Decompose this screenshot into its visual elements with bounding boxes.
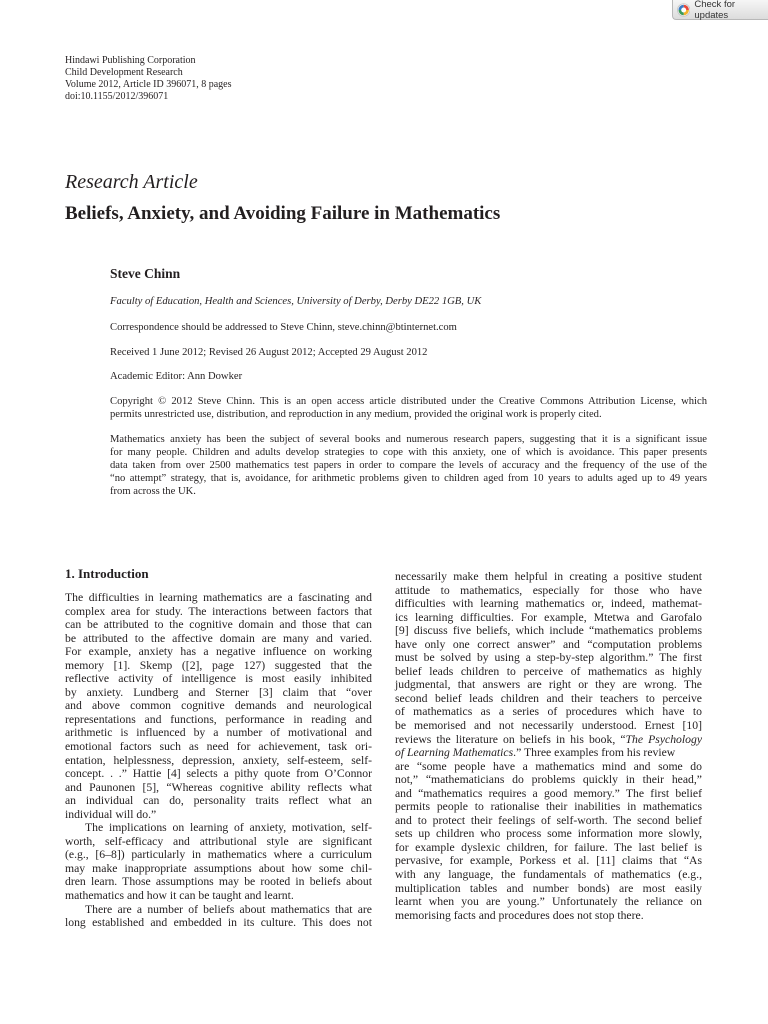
publisher: Hindawi Publishing Corporation: [65, 55, 196, 66]
section-heading: 1. Introduction: [65, 566, 149, 581]
body-line: dren learn. Those assumptions may be rooted in beliefs about: [65, 875, 372, 889]
body-line: not,” “mathematicians do problems quickly in their head,”: [395, 773, 702, 787]
body-line: ics learning difficulties. For example, Mtetwa and Garofalo: [395, 610, 702, 624]
body-line: have only one correct answer” and “computation problems: [395, 637, 702, 651]
body-line: learnt when you are young.” Unfortunately the reliance on: [395, 895, 702, 909]
body-line: must be solved by using a step-by-step algorithm.” The first: [395, 651, 702, 665]
body-line: long established and embedded in its culture. This does not: [65, 916, 372, 930]
body-line: concept. . .” Hattie [4] selects a pithy quote from O’Connor: [65, 767, 372, 781]
body-line: [9] discuss five beliefs, which include “mathematics problems: [395, 624, 702, 638]
body-line: and Paunonen [5], “Whereas cognitive ability reflects what: [65, 780, 372, 794]
body-line: individual will do.”: [65, 807, 157, 821]
body-line: and above common cognitive demands and neurological: [65, 699, 372, 713]
journal-name: Child Development Research: [65, 67, 183, 78]
body-line: with any language, the fundamentals of mathematics (e.g.,: [395, 868, 702, 882]
body-line: worth, self-efficacy and attributional style are significant: [65, 834, 372, 848]
body-line: multiplication tables and number bonds) are most easily: [395, 881, 702, 895]
right-column: [395, 570, 702, 922]
body-line: entation, helplessness, depression, anxiety, self-esteem, self-: [65, 753, 372, 767]
copyright-line: permits unrestricted use, distribution, and reproduction in any medium, provided the original work is properly cited.: [110, 409, 602, 420]
body-line-part: .” Three examples from his review: [513, 746, 676, 760]
body-line: necessarily make them helpful in creating a positive student: [395, 570, 702, 583]
abstract-line: for many people. Children and adults develop strategies to cope with this anxiety, one of which is avoidance. This paper presents: [110, 447, 707, 458]
body-line: difficulties with learning mathematics or, indeed, mathemat-: [395, 597, 702, 611]
book-title: of Learning Mathematics: [395, 746, 514, 760]
article-title: Beliefs, Anxiety, and Avoiding Failure in Mathematics: [65, 203, 501, 224]
abstract-line: Mathematics anxiety has been the subject of several books and numerous research papers, suggesting that it is a significant issue: [110, 434, 707, 445]
body-line: sets up children who process some information more slowly,: [395, 827, 702, 841]
copyright-notice: [110, 395, 707, 421]
body-line: judgmental, that answers are right or they are wrong. The: [395, 678, 702, 692]
check-for-updates-button[interactable]: [672, 0, 768, 20]
received-dates: Received 1 June 2012; Revised 26 August 2012; Accepted 29 August 2012: [110, 347, 428, 358]
body-line: may make inappropriate assumptions about how some chil-: [65, 861, 372, 875]
journal-info: [65, 55, 231, 103]
body-line: There are a number of beliefs about mathematics that are: [85, 902, 372, 916]
email-link[interactable]: steve.chinn@btinternet.com: [337, 322, 457, 333]
body-line: [395, 733, 702, 747]
abstract-line: “no attempt” strategy, that is, avoidance, for arithmetic problems given to children aged from 10 years to adults aged up to 49 years: [110, 473, 707, 484]
correspondence: [110, 321, 707, 334]
body-line: can be attributed to the cognitive domain and those that can: [65, 618, 372, 632]
body-line: memory [1]. Skemp ([2], page 127) suggested that the: [65, 658, 372, 672]
body-line: pervasive, for example, Porkess et al. [11] claims that “As: [395, 854, 702, 868]
body-line: and “mathematics requires a good memory.” The first belief: [395, 786, 702, 800]
abstract-line: data taken from over 2500 mathematics test papers in order to compare the levels of accuracy and the frequency of the use of the: [110, 460, 707, 471]
body-line: be memorised and not necessarily understood. Ernest [10]: [395, 719, 702, 733]
body-line: The implications on learning of anxiety, motivation, self-: [85, 821, 372, 835]
body-line: representations and functions, performance in reading and: [65, 712, 372, 726]
body-line: and to protect their feelings of self-worth. The second belief: [395, 813, 702, 827]
doi: doi:10.1155/2012/396071: [65, 91, 169, 102]
body-line: For example, anxiety has a negative influence on working: [65, 645, 372, 659]
author-name: Steve Chinn: [110, 266, 181, 281]
body-line: attitude to mathematics, especially for those who have: [395, 583, 702, 597]
left-column: [65, 591, 372, 930]
body-line: emotional factors such as need for achievement, task ori-: [65, 740, 372, 754]
copyright-line: Copyright © 2012 Steve Chinn. This is an open access article distributed under the Creative Commons Attribution License, which: [110, 396, 707, 407]
body-line: are “some people have a mathematics mind and some do: [395, 759, 702, 773]
article-type: Research Article: [65, 171, 198, 193]
body-line: permits people to rationalise their inabilities in mathematics: [395, 800, 702, 814]
book-title: The Psychology: [625, 732, 703, 746]
body-line: second belief leads children and their teachers to perceive: [395, 691, 702, 705]
body-line: [395, 746, 702, 760]
check-updates-icon: [677, 3, 690, 17]
body-line: arithmetic is influenced by a number of motivational and: [65, 726, 372, 740]
body-line: reflective activity of intelligence is most easily inhibited: [65, 672, 372, 686]
body-line: belief leads children to perceive of mathematics as highly: [395, 664, 702, 678]
body-line: memorising facts and procedures does not stop there.: [395, 908, 644, 922]
correspondence-text: Correspondence should be addressed to Steve Chinn,: [110, 322, 338, 333]
academic-editor: Academic Editor: Ann Dowker: [110, 371, 243, 382]
abstract: [110, 433, 707, 498]
abstract-line: from across the UK.: [110, 486, 196, 497]
body-line: be attributed to the affective domain are many and varied.: [65, 631, 372, 645]
body-line: of mathematics as a series of procedures which have to: [395, 705, 702, 719]
body-line: (e.g., [6–8]) particularly in mathematics where a curriculum: [65, 848, 372, 862]
affiliation: Faculty of Education, Health and Sciences, University of Derby, Derby DE22 1GB, UK: [110, 296, 482, 307]
body-line: for example dyslexic children, for failure. The last belief is: [395, 840, 702, 854]
body-line: complex area for study. The interactions between factors that: [65, 604, 372, 618]
body-line: by anxiety. Lundberg and Sterner [3] claim that “over: [65, 685, 372, 699]
volume-info: Volume 2012, Article ID 396071, 8 pages: [65, 79, 232, 90]
body-line: mathematics and how it can be taught and learnt.: [65, 889, 294, 903]
body-line: The difficulties in learning mathematics are a fascinating and: [65, 591, 372, 604]
check-for-updates-label: Check for updates: [694, 0, 736, 21]
body-line: an individual can do, personality traits reflect what an: [65, 794, 372, 808]
body-line-part: reviews the literature on beliefs in his book, “: [395, 732, 626, 746]
